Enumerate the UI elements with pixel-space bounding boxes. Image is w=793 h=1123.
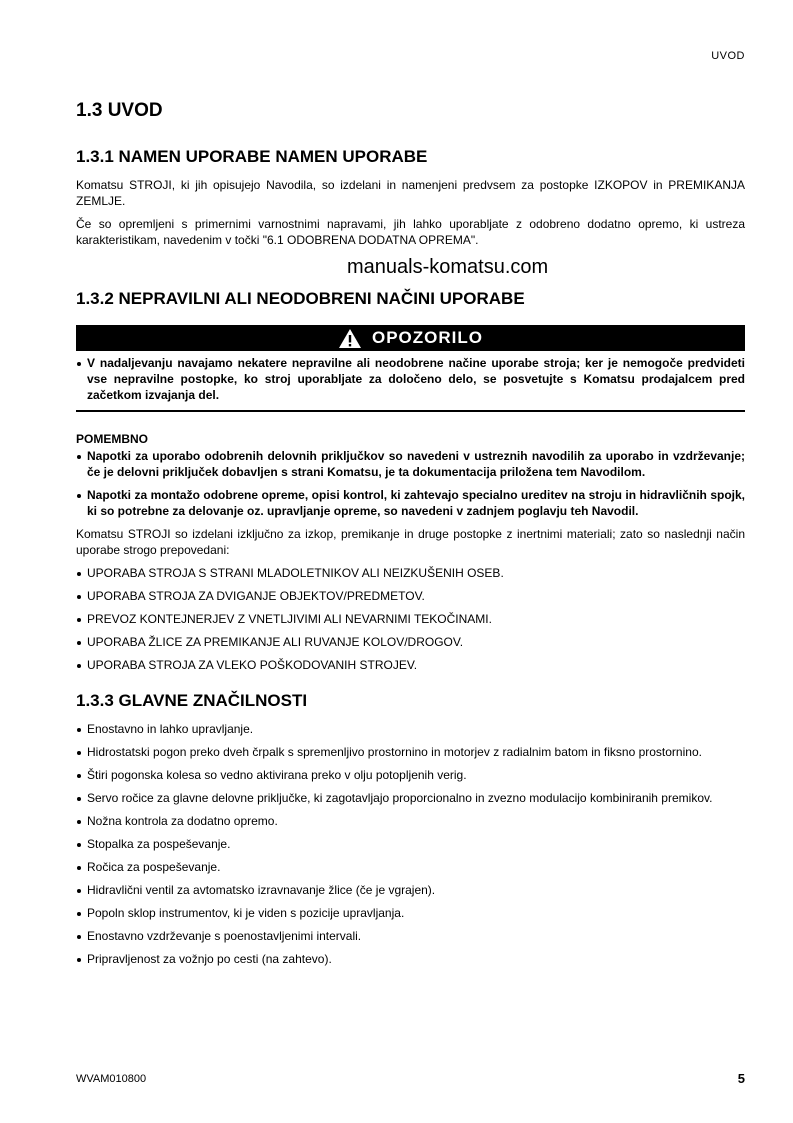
list-item: UPORABA STROJA S STRANI MLADOLETNIKOV ALI NEIZKUŠENIH OSEB. (76, 565, 745, 581)
list-item: Ročica za pospeševanje. (76, 859, 745, 875)
page-number: 5 (737, 1071, 745, 1086)
prohibited-list (76, 565, 745, 673)
list-item: UPORABA STROJA ZA VLEKO POŠKODOVANIH STROJEV. (76, 657, 745, 673)
list-item: Enostavno vzdrževanje s poenostavljenimi intervali. (76, 928, 745, 944)
paragraph: Če so opremljeni s primernimi varnostnimi napravami, jih lahko uporabljate z odobreno dodatno opremo, ki ustreza karakteristikam, navedenim v točki "6.1 ODOBRENA DODATNA OPREMA". (76, 217, 745, 247)
list-item: UPORABA ŽLICE ZA PREMIKANJE ALI RUVANJE KOLOV/DROGOV. (76, 634, 745, 650)
watermark: manuals-komatsu.com (347, 256, 549, 278)
paragraph: Komatsu STROJI, ki jih opisujejo Navodila, so izdelani in namenjeni predvsem za postopke IZKOPOV in PREMIKANJA ZEMLJE. (76, 178, 745, 208)
divider (76, 410, 745, 412)
list-item: Stopalka za pospeševanje. (76, 836, 745, 852)
subsection-title-1-3-3: 1.3.3 GLAVNE ZNAČILNOSTI (76, 691, 308, 710)
warning-label: OPOZORILO (372, 328, 483, 347)
list-item: Servo ročice za glavne delovne priključke, ki zagotavljajo proporcionalno in zvezno modulacijo kombiniranih premikov. (76, 790, 745, 806)
subsection-title-1-3-2: 1.3.2 NEPRAVILNI ALI NEODOBRENI NAČINI UPORABE (76, 289, 525, 308)
list-item: PREVOZ KONTEJNERJEV Z VNETLJIVIMI ALI NEVARNIMI TEKOČINAMI. (76, 611, 745, 627)
page-content (76, 100, 745, 974)
running-header: UVOD (711, 50, 745, 62)
list-item: Enostavno in lahko upravljanje. (76, 721, 745, 737)
warning-banner (76, 325, 745, 351)
important-label: POMEMBNO (76, 432, 148, 446)
document-code: WVAM010800 (76, 1073, 147, 1085)
list-item: Popoln sklop instrumentov, ki je viden s pozicije upravljanja. (76, 905, 745, 921)
features-list (76, 721, 745, 967)
list-item: V nadaljevanju navajamo nekatere nepravilne ali neodobrene načine uporabe stroja; ker je nemogoče predvideti vse nepravilne postopke, ko stroj uporabljate za določeno delo, se posvetujte s Komatsu prodajalcem pred začetkom izvajanja del. (76, 355, 745, 403)
warning-triangle-icon (338, 328, 362, 349)
subsection-title-1-3-1: 1.3.1 NAMEN UPORABE NAMEN UPORABE (76, 147, 428, 166)
list-item: UPORABA STROJA ZA DVIGANJE OBJEKTOV/PREDMETOV. (76, 588, 745, 604)
list-item: Nožna kontrola za dodatno opremo. (76, 813, 745, 829)
list-item: Hidravlični ventil za avtomatsko izravnavanje žlice (če je vgrajen). (76, 882, 745, 898)
paragraph: Komatsu STROJI so izdelani izključno za izkop, premikanje in druge postopke z inertnimi materiali; zato so naslednji način uporabe strogo prepovedani: (76, 527, 745, 557)
list-item: Napotki za uporabo odobrenih delovnih priključkov so navedeni v ustreznih navodilih za uporabo in vzdrževanje; če je delovni priključek dobavljen s strani Komatsu, je ta dokumentacija priložena tem Navodilom. (76, 448, 745, 480)
list-item: Hidrostatski pogon preko dveh črpalk s spremenljivo prostornino in motorjev z radialnim batom in fiksno prostornino. (76, 744, 745, 760)
warning-list (76, 355, 745, 403)
section-title: 1.3 UVOD (76, 100, 163, 121)
list-item: Pripravljenost za vožnjo po cesti (na zahtevo). (76, 951, 745, 967)
list-item: Napotki za montažo odobrene opreme, opisi kontrol, ki zahtevajo specialno ureditev na stroju in hidravličnih spojk, ki so potrebne za delovanje oz. upravljanje opreme, so navedeni v zadnjem poglavju teh Navodil. (76, 487, 745, 519)
list-item: Štiri pogonska kolesa so vedno aktivirana preko v olju potopljenih verig. (76, 767, 745, 783)
important-list (76, 448, 745, 519)
